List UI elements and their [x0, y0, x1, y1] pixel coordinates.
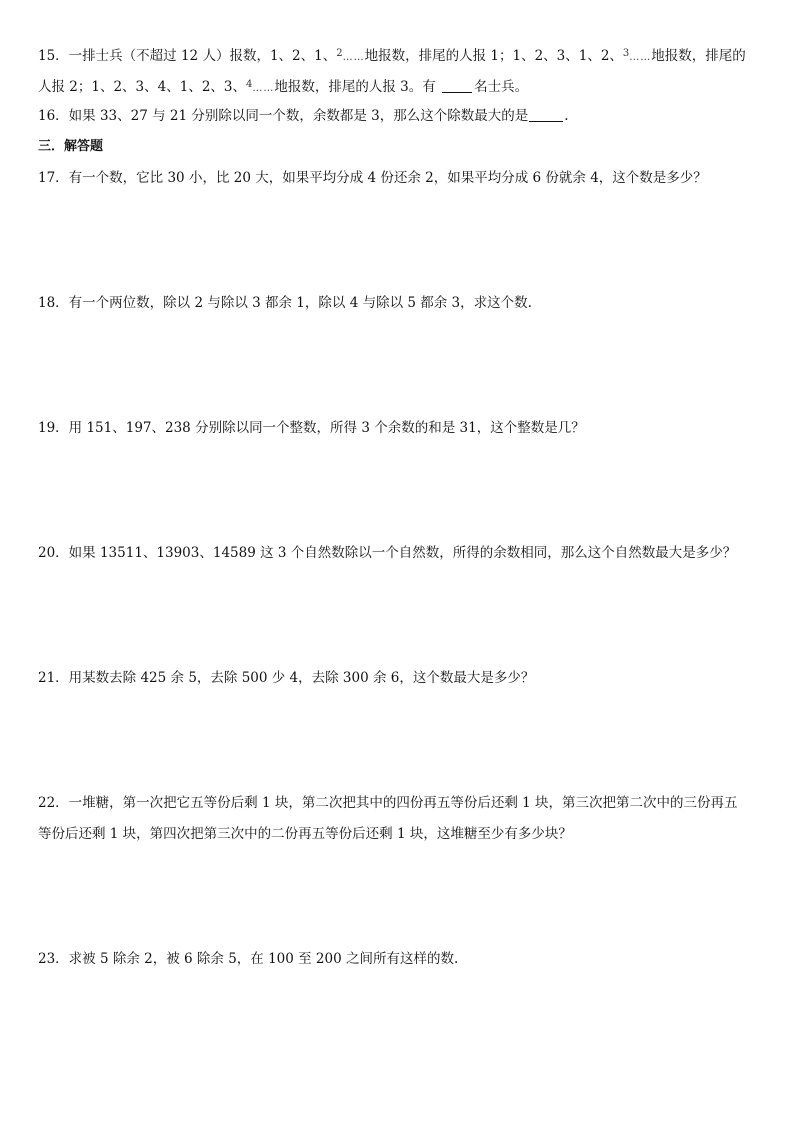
question-20: 20．如果 13511、13903、14589 这 3 个自然数除以一个自然数，所得的余数相同，那么这个自然数最大是多少？ [38, 545, 737, 561]
question-15-line-2 [38, 75, 764, 99]
ellipsis-icon: …… [252, 83, 275, 94]
section-heading-answers: 三．解答题 [38, 139, 104, 154]
question-18: 18．有一个两位数，除以 2 与除以 3 都余 1，除以 4 与除以 5 都余 3，求这个数. [38, 295, 532, 311]
question-19: 19．用 151、197、238 分别除以同一个整数，所得 3 个余数的和是 31，这个整数是几？ [38, 420, 585, 436]
question-17: 17．有一个数，它比 30 小，比 20 大，如果平均分成 4 份还余 2，如果平均分成 6 份就余 4，这个数是多少？ [38, 170, 707, 186]
question-23: 23．求被 5 除余 2，被 6 除余 5，在 100 至 200 之间所有这样的数. [38, 951, 459, 967]
q15-text: 地报数，排尾的 [651, 48, 746, 64]
answer-blank-16[interactable] [529, 107, 563, 122]
q16-text: 16．如果 33、27 与 21 分别除以同一个数，余数都是 3，那么这个除数最大的是 [38, 108, 529, 124]
q16-text: . [564, 108, 569, 124]
q15-text: 地报数，排尾的人报 1；1、2、3、1、2、 [364, 48, 623, 64]
q15-number: 4 [246, 79, 253, 90]
q15-text: 名士兵。 [474, 79, 529, 95]
q15-text: 15．一排士兵（不超过 12 人）报数，1、2、1、 [38, 48, 337, 64]
question-15-line-1 [38, 44, 764, 68]
ellipsis-icon: …… [342, 52, 365, 63]
answer-blank-15[interactable] [442, 78, 472, 93]
ellipsis-icon: …… [629, 52, 652, 63]
q15-text: 人报 2；1、2、3、4、1、2、3、 [38, 79, 247, 95]
q15-number: 2 [336, 48, 343, 59]
question-21: 21．用某数去除 425 余 5，去除 500 少 4，去除 300 余 6，这个数最大是多少？ [38, 670, 535, 686]
q15-number: 3 [622, 48, 630, 59]
q15-text: 地报数，排尾的人报 3。有 [274, 79, 436, 95]
question-16 [38, 106, 764, 126]
question-22-line-1: 22．一堆糖，第一次把它五等份后剩 1 块，第二次把其中的四份再五等份后还剩 1 块，第三次把第二次中的三份再五 [38, 795, 738, 811]
question-22-line-2: 等份后还剩 1 块，第四次把第三次中的二份再五等份后还剩 1 块，这堆糖至少有多少块？ [38, 826, 572, 842]
